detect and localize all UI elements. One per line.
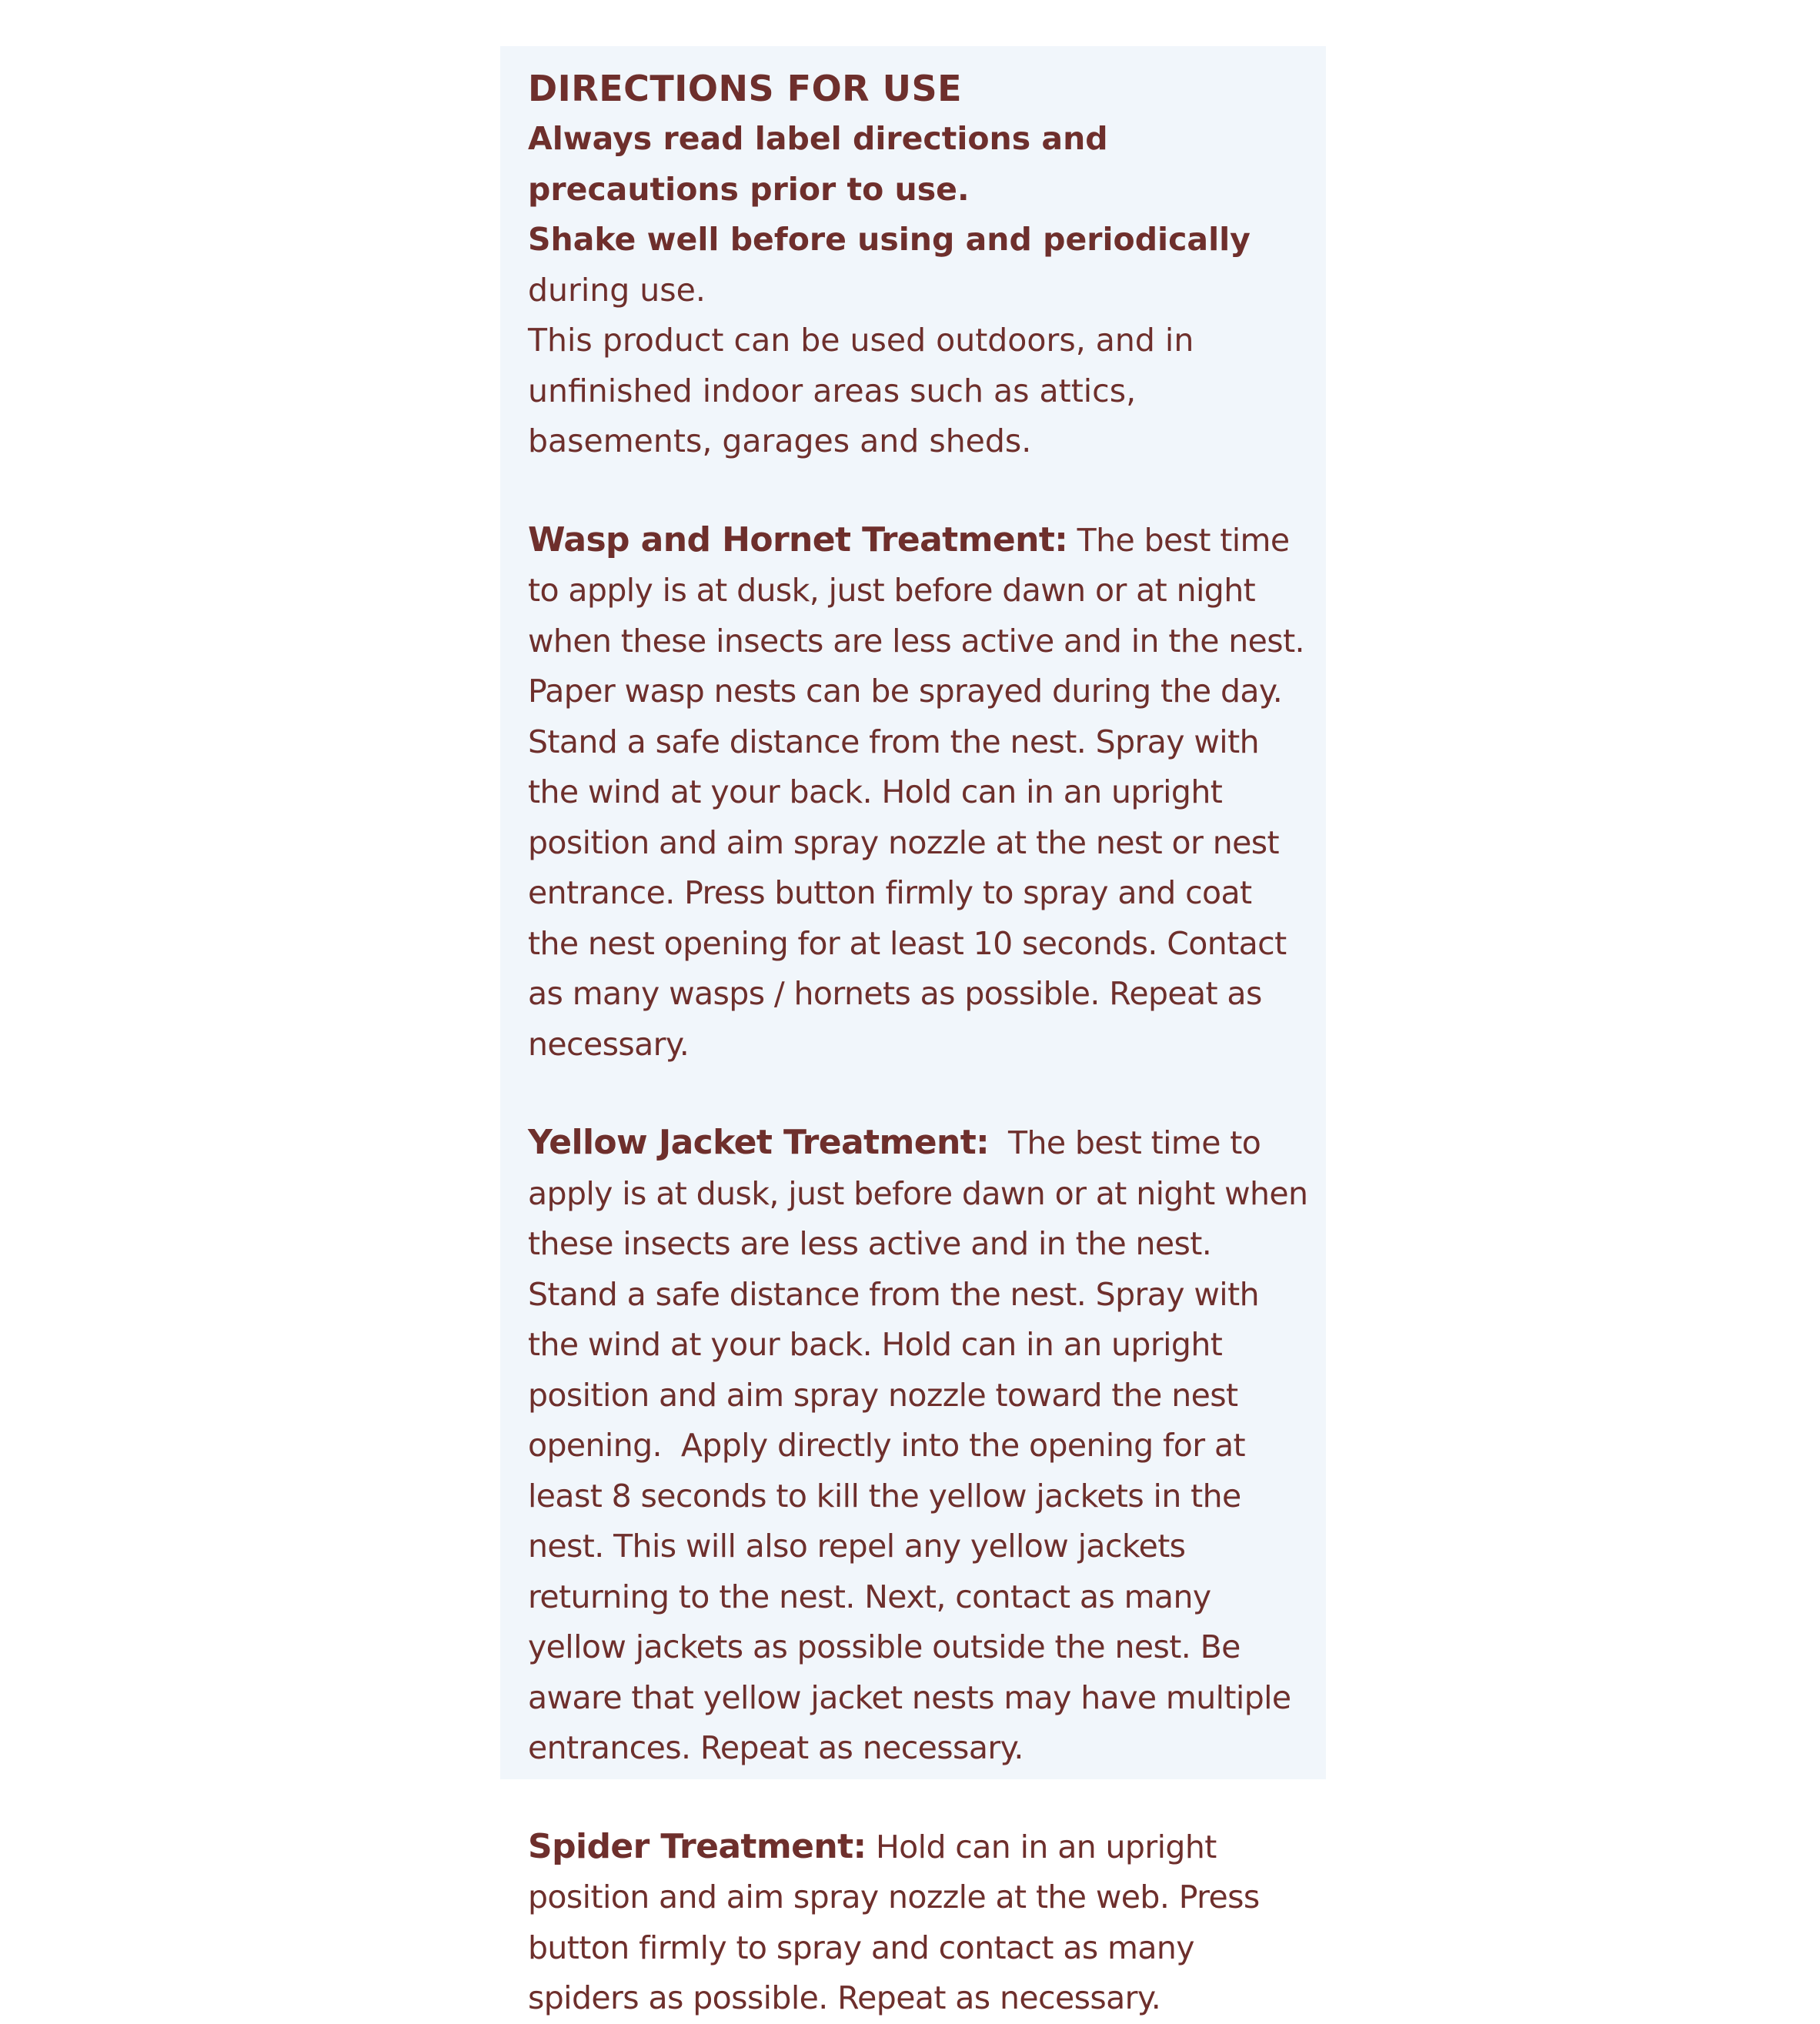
yellow-jacket-section — [528, 1117, 1317, 1774]
wasp-hornet-title: Wasp and Hornet Treatment: — [528, 519, 1068, 559]
usage-areas-text: This product can be used outdoors, and in unfinished indoor areas such as attics, basements, garages and sheds. — [528, 322, 1194, 459]
spider-body: Hold can in an upright position and aim spray nozzle at the web. Press button firmly to spray and contact as many spiders as possible. Repeat as necessary. — [528, 1828, 1260, 2016]
yellow-jacket-title: Yellow Jacket Treatment: — [528, 1123, 990, 1162]
shake-rest-text: during use. — [528, 271, 706, 309]
read-label-instruction — [528, 114, 1309, 215]
spider-title: Spider Treatment: — [528, 1826, 867, 1866]
yellow-jacket-body: The best time to apply is at dusk, just before dawn or at night when these insects are less active and in the nest. Stand a safe distance from the nest. Spray with the wind at your back. Hold can in an upright position and aim spray nozzle toward the nest opening. Apply directly into the opening for at least 8 seconds to kill the yellow jackets in the nest. This will also repel any yellow jackets returning to the nest. Next, contact as many yellow jackets as possible outside the nest. Be aware that yellow jacket nests may have multiple entrances. Repeat as necessary. — [528, 1124, 1317, 1766]
shake-instruction — [528, 215, 1309, 316]
wasp-hornet-body: The best time to apply is at dusk, just before dawn or at night when these insects are less active and in the nest. Paper wasp nests can be sprayed during the day. Stand a safe distance from the nest. Spray with the wind at your back. Hold can in an upright position and aim spray nozzle at the nest or nest entrance. Press button firmly to spray and coat the nest opening for at least 10 seconds. Contact as many wasps / hornets as possible. Repeat as necessary. — [528, 521, 1304, 1063]
shake-bold-text: Shake well before using and periodically — [528, 221, 1251, 258]
wasp-hornet-section — [528, 515, 1309, 1070]
spider-section — [528, 1822, 1309, 2024]
directions-label-panel — [500, 46, 1326, 2016]
read-label-text: Always read label directions and precautions prior to use. — [528, 120, 1108, 208]
directions-heading: DIRECTIONS FOR USE — [528, 68, 963, 109]
